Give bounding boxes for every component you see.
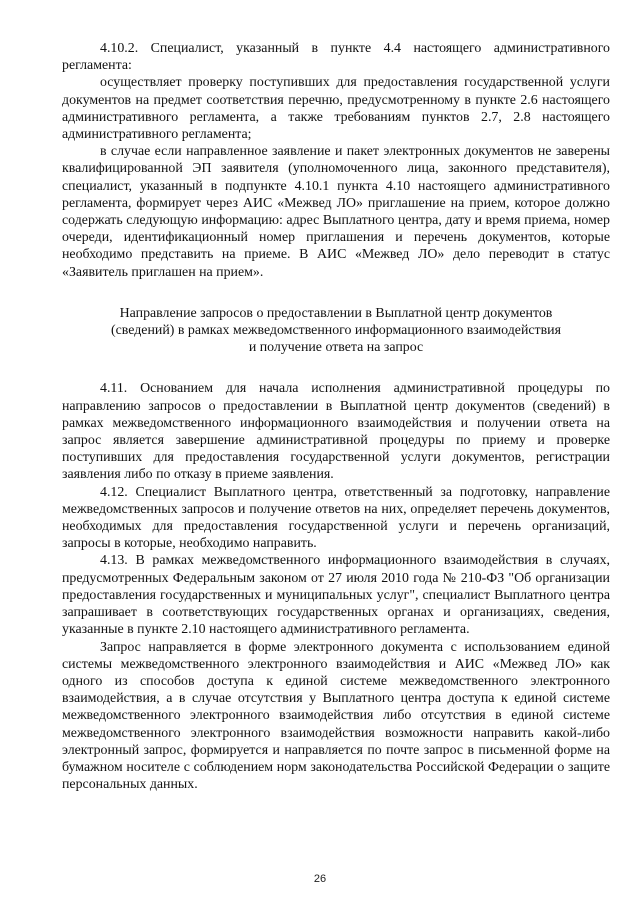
section-heading-line: (сведений) в рамках межведомственного информационного взаимодействия bbox=[110, 323, 561, 339]
document-body bbox=[62, 40, 610, 793]
paragraph-invitation: в случае если направленное заявление и пакет электронных документов не заверены квалифицированной ЭП заявителя (уполномоченного лица, законного представителя), специалист, указанный в подпункте 4.10.1 пункта 4.10 настоящего административного регламента, формирует через АИС «Межвед ЛО» приглашение на прием, которое должно содержать следующую информацию: адрес Выплатного центра, дату и время приема, номер очереди, идентификационный номер приглашения и перечень документов, которые необходимо представить на приеме. В АИС «Межвед ЛО» дело переводит в статус «Заявитель приглашен на прием». bbox=[62, 144, 610, 280]
paragraph-verification: осуществляет проверку поступивших для предоставления государственной услуги документов на предмет соответствия перечню, предусмотренному в пункте 2.6 настоящего административного регламента, а также требованиям пунктов 2.7, 2.8 настоящего административного регламента; bbox=[62, 75, 610, 143]
paragraph-4-13: 4.13. В рамках межведомственного информационного взаимодействия в случаях, предусмотренных Федеральным законом от 27 июля 2010 года № 210-ФЗ "Об организации предоставления государственных и муниципальных услуг", специалист Выплатного центра запрашивает в соответствующих государственных органах и организациях, сведения, указанные в пункте 2.10 настоящего административного регламента. bbox=[62, 553, 610, 638]
paragraph-4-11: 4.11. Основанием для начала исполнения административной процедуры по направлению запросов о предоставлении в Выплатной центр документов (сведений) в рамках межведомственного информационного взаимодействия и получении ответа на запрос является завершение административной процедуры по приему и проверке поступивших для предоставления государственной услуги документов, регистрации заявления либо по отказу в приеме заявления. bbox=[62, 381, 610, 483]
paragraph-4-10-2: 4.10.2. Специалист, указанный в пункте 4.4 настоящего административного регламента: bbox=[62, 41, 610, 74]
section-heading-line: Направление запросов о предоставлении в Выплатной центр документов bbox=[119, 305, 553, 321]
page-number: 26 bbox=[313, 873, 327, 885]
section-heading bbox=[62, 305, 610, 357]
paragraph-request-form: Запрос направляется в форме электронного документа с использованием единой системы межведомственного электронного взаимодействия и АИС «Межвед ЛО» как одного из способов доступа к единой системе межведомственного электронного взаимодействия, а в случае отсутствия у Выплатного центра доступа к единой системе межведомственного электронного взаимодействия либо отсутствия в единой системе межведомственного электронного взаимодействия возможности направить какой-либо электронный запрос, формируется и направляется по почте запрос в письменной форме на бумажном носителе с соблюдением норм законодательства Российской Федерации о защите персональных данных. bbox=[62, 639, 610, 793]
section-heading-line: и получение ответа на запрос bbox=[248, 340, 424, 356]
paragraph-4-12: 4.12. Специалист Выплатного центра, ответственный за подготовку, направление межведомственных запросов и получение ответов на них, определяет перечень документов, необходимых для предоставления государственной услуги и перечень организаций, запросы в которые, необходимо направить. bbox=[62, 484, 610, 552]
